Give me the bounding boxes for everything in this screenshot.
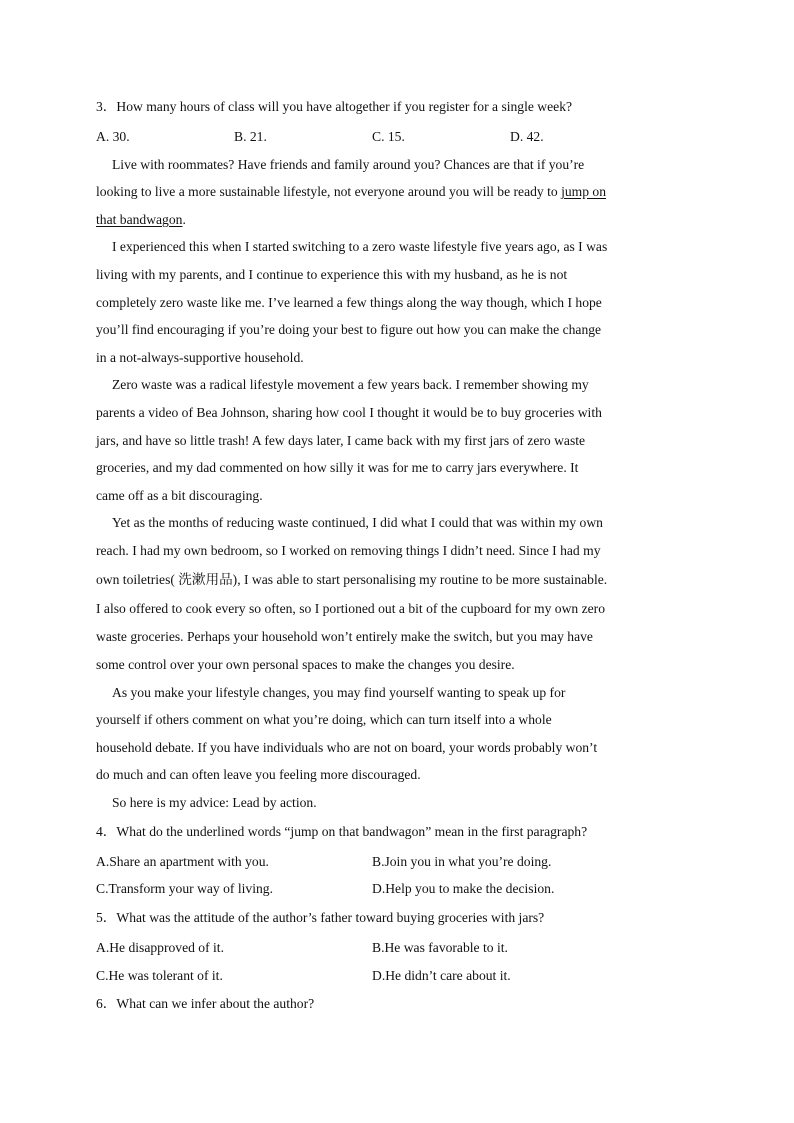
passage-p3-line-3: jars, and have so little trash! A few days later, I came back with my first jars of zero waste [96,433,586,448]
passage-p2-line-3: completely zero waste like me. I’ve learned a few things along the way though, which I hope [96,295,602,310]
question-5-option-c: C.He was tolerant of it. [96,968,223,983]
passage-p2-line-4: you’ll find encouraging if you’re doing your best to figure out how you can make the change [96,322,602,337]
passage-p2-line-2: living with my parents, and I continue to experience this with my husband, as he is not [96,267,568,282]
question-3-stem: 3．How many hours of class will you have altogether if you register for a single week? [96,99,573,114]
question-3-option-b: B. 21. [234,129,267,144]
question-3-option-c: C. 15. [372,129,405,144]
passage-p1-line-3-period: . [182,212,186,227]
passage-p5-line-3: household debate. If you have individuals who are not on board, your words probably won’t [96,740,598,755]
passage-p6: So here is my advice: Lead by action. [112,795,317,810]
question-4-option-c: C.Transform your way of living. [96,881,273,896]
passage-p4-line-2: reach. I had my own bedroom, so I worked on removing things I didn’t need. Since I had my [96,543,601,558]
passage-p4-line-5: waste groceries. Perhaps your household won’t entirely make the switch, but you may have [96,629,593,644]
passage-p5-line-2: yourself if others comment on what you’re doing, which can turn itself into a whole [96,712,552,727]
question-6-stem: 6．What can we infer about the author? [96,996,315,1011]
underlined-phrase-part-1: jump on [561,184,607,199]
passage-p2-line-5: in a not-always-supportive household. [96,350,304,365]
question-4-option-b: B.Join you in what you’re doing. [372,854,552,869]
passage-p1-line-3 [96,210,186,230]
question-5-stem: 5．What was the attitude of the author’s father toward buying groceries with jars? [96,910,545,925]
question-5-option-a: A.He disapproved of it. [96,940,224,955]
passage-p5-line-4: do much and can often leave you feeling more discouraged. [96,767,421,782]
question-4-option-d: D.Help you to make the decision. [372,881,555,896]
passage-p4-line-4: I also offered to cook every so often, so I portioned out a bit of the cupboard for my own zero [96,601,605,616]
passage-p3-line-1: Zero waste was a radical lifestyle movement a few years back. I remember showing my [112,377,589,392]
question-4-stem: 4．What do the underlined words “jump on that bandwagon” mean in the first paragraph? [96,824,588,839]
passage-p3-line-4: groceries, and my dad commented on how silly it was for me to carry jars everywhere. It [96,460,579,475]
question-4-option-a: A.Share an apartment with you. [96,854,269,869]
passage-p1-line-2 [96,182,606,202]
passage-p5-line-1: As you make your lifestyle changes, you may find yourself wanting to speak up for [112,685,566,700]
passage-p1-line-1: Live with roommates? Have friends and family around you? Chances are that if you’re [112,157,585,172]
underlined-phrase-part-2: that bandwagon [96,212,183,227]
passage-p1-line-2-text: looking to live a more sustainable lifestyle, not everyone around you will be ready to [96,184,562,199]
question-5-option-d: D.He didn’t care about it. [372,968,511,983]
question-3-option-a: A. 30. [96,129,130,144]
passage-p4-line-1: Yet as the months of reducing waste continued, I did what I could that was within my own [112,515,603,530]
passage-p3-line-5: came off as a bit discouraging. [96,488,263,503]
passage-p4-line-6: some control over your own personal spaces to make the changes you desire. [96,657,515,672]
passage-p2-line-1: I experienced this when I started switching to a zero waste lifestyle five years ago, as I was [112,239,608,254]
question-5-option-b: B.He was favorable to it. [372,940,508,955]
passage-p4-line-3: own toiletries( 洗漱用品), I was able to start personalising my routine to be more sustainable. [96,572,608,587]
passage-p3-line-2: parents a video of Bea Johnson, sharing how cool I thought it would be to buy groceries with [96,405,602,420]
question-3-option-d: D. 42. [510,129,544,144]
